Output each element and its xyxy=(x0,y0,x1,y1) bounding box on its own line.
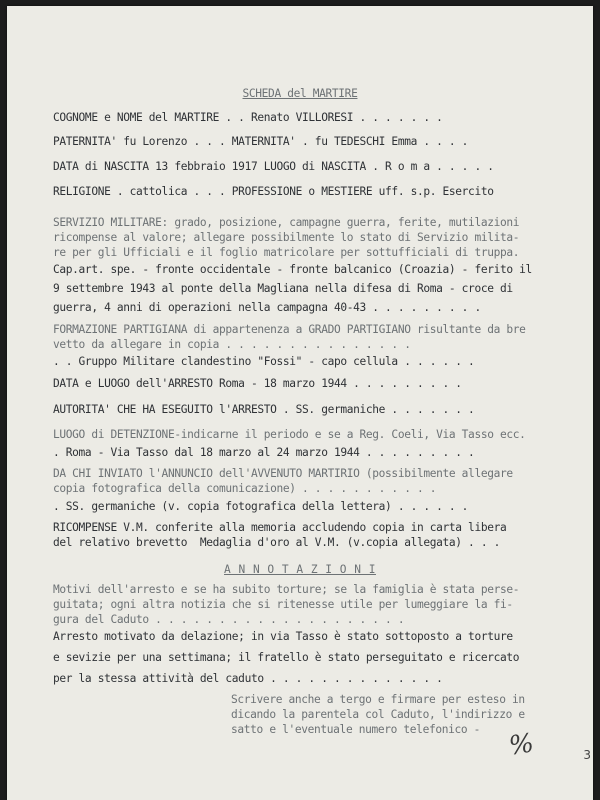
partisan-formation-value: . . Gruppo Militare clandestino "Fossi" - capo cellula . . . . . . xyxy=(53,355,475,368)
annotations-instructions-3: gura del Caduto . . . . . . . . . . . . . . . . . . . . xyxy=(53,613,405,626)
annotations-text-3: per la stessa attività del caduto . . . . . . . . . . . . . . xyxy=(53,672,443,685)
awards-label: RICOMPENSE V.M. conferite alla memoria accludendo copia in carta libera xyxy=(53,521,507,534)
annotations-text-1: Arresto motivato da delazione; in via Tasso è stato sottoposto a torture xyxy=(53,630,513,643)
partisan-formation-label-2: vetto da allegare in copia . . . . . . . . . . . . . . . xyxy=(53,338,411,351)
detention-label: LUOGO di DETENZIONE-indicarne il periodo e se a Reg. Coeli, Via Tasso ecc. xyxy=(53,428,526,441)
birth-field: DATA di NASCITA 13 febbraio 1917 LUOGO di NASCITA . R o m a . . . . . xyxy=(53,160,494,173)
announcement-label-1: DA CHI INVIATO l'ANNUNCIO dell'AVVENUTO MARTIRIO (possibilmente allegare xyxy=(53,467,513,480)
document-title: SCHEDA del MARTIRE xyxy=(242,87,358,100)
military-service-label-1: SERVIZIO MILITARE: grado, posizione, campagne guerra, ferite, mutilazioni xyxy=(53,216,520,229)
military-service-label-3: re per gli Ufficiali e il foglio matricolare per sottufficiali di truppa. xyxy=(53,246,520,259)
annotations-instructions-2: guitata; ogni altra notizia che si ritenesse utile per lumeggiare la fi- xyxy=(53,598,513,611)
annotations-heading: A N N O T A Z I O N I xyxy=(224,563,376,576)
announcement-label-2: copia fotografica della comunicazione) . . . . . . . . . . . xyxy=(53,482,437,495)
annotations-text-2: e sevizie per una settimana; il fratello è stato perseguitato e ricercato xyxy=(53,651,520,664)
martyr-name-field: COGNOME e NOME del MARTIRE . . Renato VILLORESI . . . . . . . xyxy=(53,111,443,124)
document-page xyxy=(7,6,593,800)
page-number: 3 xyxy=(583,748,591,762)
military-service-value-1: Cap.art. spe. - fronte occidentale - fronte balcanico (Croazia) - ferito il xyxy=(53,263,532,276)
arrest-authority-field: AUTORITA' CHE HA ESEGUITO l'ARRESTO . SS. germaniche . . . . . . . xyxy=(53,403,475,416)
footer-instructions-3: satto e l'eventuale numero telefonico - xyxy=(231,723,481,736)
annotations-instructions-1: Motivi dell'arresto e se ha subito torture; se la famiglia è stata perse- xyxy=(53,583,520,596)
arrest-date-place-field: DATA e LUOGO dell'ARRESTO Roma - 18 marzo 1944 . . . . . . . . . xyxy=(53,377,462,390)
parentage-field: PATERNITA' fu Lorenzo . . . MATERNITA' . fu TEDESCHI Emma . . . . xyxy=(53,135,469,148)
detention-value: . Roma - Via Tasso dal 18 marzo al 24 marzo 1944 . . . . . . . . . xyxy=(53,446,475,459)
announcement-value: . SS. germaniche (v. copia fotografica della lettera) . . . . . . xyxy=(53,500,469,513)
military-service-value-3: guerra, 4 anni di operazioni nella campagna 40-43 . . . . . . . . . xyxy=(53,301,481,314)
religion-profession-field: RELIGIONE . cattolica . . . PROFESSIONE o MESTIERE uff. s.p. Esercito xyxy=(53,185,494,198)
military-service-value-2: 9 settembre 1943 al ponte della Magliana nella difesa di Roma - croce di xyxy=(53,282,513,295)
footer-instructions-1: Scrivere anche a tergo e firmare per esteso in xyxy=(231,693,525,706)
partisan-formation-label-1: FORMAZIONE PARTIGIANA di appartenenza a GRADO PARTIGIANO risultante da bre xyxy=(53,323,526,336)
footer-instructions-2: dicando la parentela col Caduto, l'indirizzo e xyxy=(231,708,525,721)
handwritten-mark: % xyxy=(507,728,536,762)
awards-value: del relativo brevetto Medaglia d'oro al V.M. (v.copia allegata) . . . xyxy=(53,536,500,549)
military-service-label-2: ricompense al valore; allegare possibilmente lo stato di Servizio milita- xyxy=(53,231,520,244)
